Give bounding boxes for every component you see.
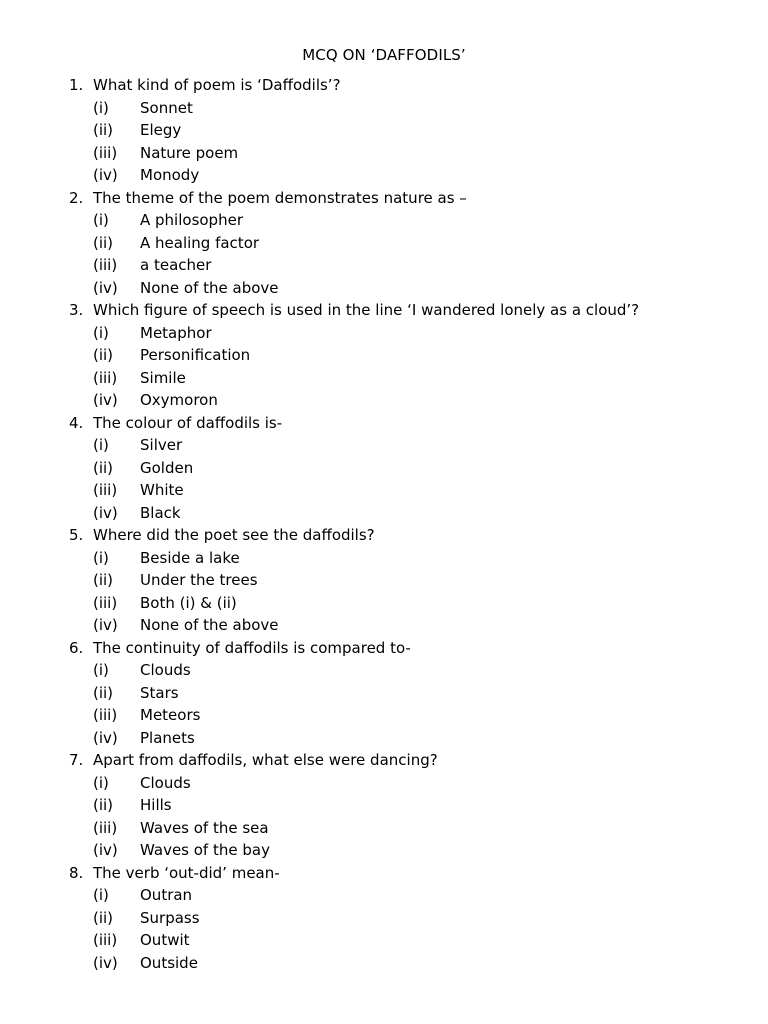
option-label: (iv) (93, 278, 118, 297)
option-label: (ii) (93, 121, 114, 139)
option-line (0, 164, 768, 187)
option-label: (iii) (93, 931, 118, 949)
option-text: Stars (140, 683, 179, 702)
question-line (0, 187, 768, 210)
option-label: (iii) (93, 481, 118, 499)
question-text: The colour of daffodils is- (93, 413, 283, 432)
option-label: (i) (93, 211, 109, 229)
option-line (0, 119, 768, 142)
option-label: (ii) (93, 908, 114, 927)
option-line (0, 502, 768, 525)
option-text: Oxymoron (140, 391, 218, 409)
question-text: The theme of the poem demonstrates nature as – (93, 188, 467, 207)
option-line (0, 614, 768, 637)
option-label: (ii) (93, 233, 114, 252)
question-number: 1. (69, 76, 84, 94)
option-line (0, 254, 768, 277)
question-line (0, 637, 768, 660)
question-text: The verb ‘out-did’ mean- (93, 863, 280, 882)
option-line (0, 367, 768, 390)
question-text: Where did the poet see the daffodils? (93, 526, 375, 544)
option-label: (ii) (93, 683, 114, 702)
option-text: Sonnet (140, 98, 193, 117)
option-line (0, 704, 768, 727)
option-text: Monody (140, 166, 200, 184)
option-label: (i) (93, 323, 109, 342)
option-line (0, 839, 768, 862)
question-number: 3. (69, 301, 84, 319)
option-label: (iv) (93, 728, 118, 747)
option-text: Surpass (140, 908, 200, 927)
option-line (0, 907, 768, 930)
option-label: (i) (93, 98, 109, 117)
option-label: (i) (93, 548, 109, 567)
option-line (0, 209, 768, 232)
question-number: 4. (69, 413, 84, 432)
option-text: Waves of the sea (140, 818, 269, 837)
option-text: Simile (140, 368, 186, 387)
option-label: (ii) (93, 796, 114, 814)
question-number: 8. (69, 863, 84, 882)
option-label: (iv) (93, 391, 118, 409)
option-text: None of the above (140, 616, 279, 634)
option-label: (i) (93, 886, 109, 904)
option-label: (ii) (93, 458, 114, 477)
option-line (0, 772, 768, 795)
option-text: Outwit (140, 931, 190, 949)
option-text: White (140, 481, 184, 499)
option-text: Clouds (140, 773, 191, 792)
question-text: Apart from daffodils, what else were dancing? (93, 751, 438, 769)
option-text: None of the above (140, 278, 279, 297)
option-line (0, 952, 768, 975)
question-text: What kind of poem is ‘Daffodils’? (93, 76, 341, 94)
option-text: Silver (140, 436, 183, 454)
option-text: A healing factor (140, 233, 260, 252)
question-line (0, 524, 768, 547)
question-text: Which figure of speech is used in the line ‘I wandered lonely as a cloud’? (93, 301, 640, 319)
option-label: (iv) (93, 953, 118, 972)
option-label: (iv) (93, 841, 118, 859)
option-text: Black (140, 503, 181, 522)
option-line (0, 794, 768, 817)
question-number: 5. (69, 526, 84, 544)
option-line (0, 569, 768, 592)
option-label: (iv) (93, 616, 118, 634)
option-line (0, 232, 768, 255)
option-line (0, 659, 768, 682)
option-label: (iv) (93, 166, 118, 184)
option-text: Waves of the bay (140, 841, 270, 859)
option-text: Under the trees (140, 571, 258, 589)
option-line (0, 547, 768, 570)
option-text: Nature poem (140, 143, 239, 162)
question-line (0, 862, 768, 885)
option-line (0, 322, 768, 345)
option-label: (i) (93, 661, 109, 679)
question-list (0, 74, 768, 974)
option-label: (ii) (93, 571, 114, 589)
option-text: Both (i) & (ii) (140, 593, 237, 612)
option-label: (i) (93, 773, 109, 792)
option-label: (iii) (93, 706, 118, 724)
option-line (0, 727, 768, 750)
question-number: 2. (69, 188, 84, 207)
option-line (0, 817, 768, 840)
option-line (0, 479, 768, 502)
option-text: Hills (140, 796, 172, 814)
option-label: (iii) (93, 368, 118, 387)
question-number: 6. (69, 638, 84, 657)
question-number: 7. (69, 751, 84, 769)
option-label: (iii) (93, 593, 118, 612)
option-line (0, 457, 768, 480)
option-text: A philosopher (140, 211, 243, 229)
option-text: Meteors (140, 706, 201, 724)
option-text: Elegy (140, 121, 182, 139)
question-text: The continuity of daffodils is compared to- (93, 638, 411, 657)
option-text: Beside a lake (140, 548, 240, 567)
question-line (0, 299, 768, 322)
option-label: (ii) (93, 346, 114, 364)
question-line (0, 74, 768, 97)
option-text: Outside (140, 953, 198, 972)
option-line (0, 389, 768, 412)
option-line (0, 344, 768, 367)
option-text: a teacher (140, 256, 212, 274)
option-line (0, 884, 768, 907)
option-label: (iii) (93, 818, 118, 837)
option-text: Personification (140, 346, 251, 364)
option-label: (iii) (93, 143, 118, 162)
option-line (0, 592, 768, 615)
option-line (0, 97, 768, 120)
option-label: (i) (93, 436, 109, 454)
option-text: Metaphor (140, 323, 212, 342)
option-line (0, 682, 768, 705)
option-text: Clouds (140, 661, 191, 679)
option-label: (iv) (93, 503, 118, 522)
option-line (0, 142, 768, 165)
page-title: MCQ ON ‘DAFFODILS’ (302, 46, 466, 64)
option-text: Outran (140, 886, 193, 904)
option-line (0, 434, 768, 457)
option-line (0, 277, 768, 300)
option-text: Golden (140, 458, 194, 477)
question-line (0, 412, 768, 435)
question-line (0, 749, 768, 772)
option-label: (iii) (93, 256, 118, 274)
option-line (0, 929, 768, 952)
option-text: Planets (140, 728, 195, 747)
